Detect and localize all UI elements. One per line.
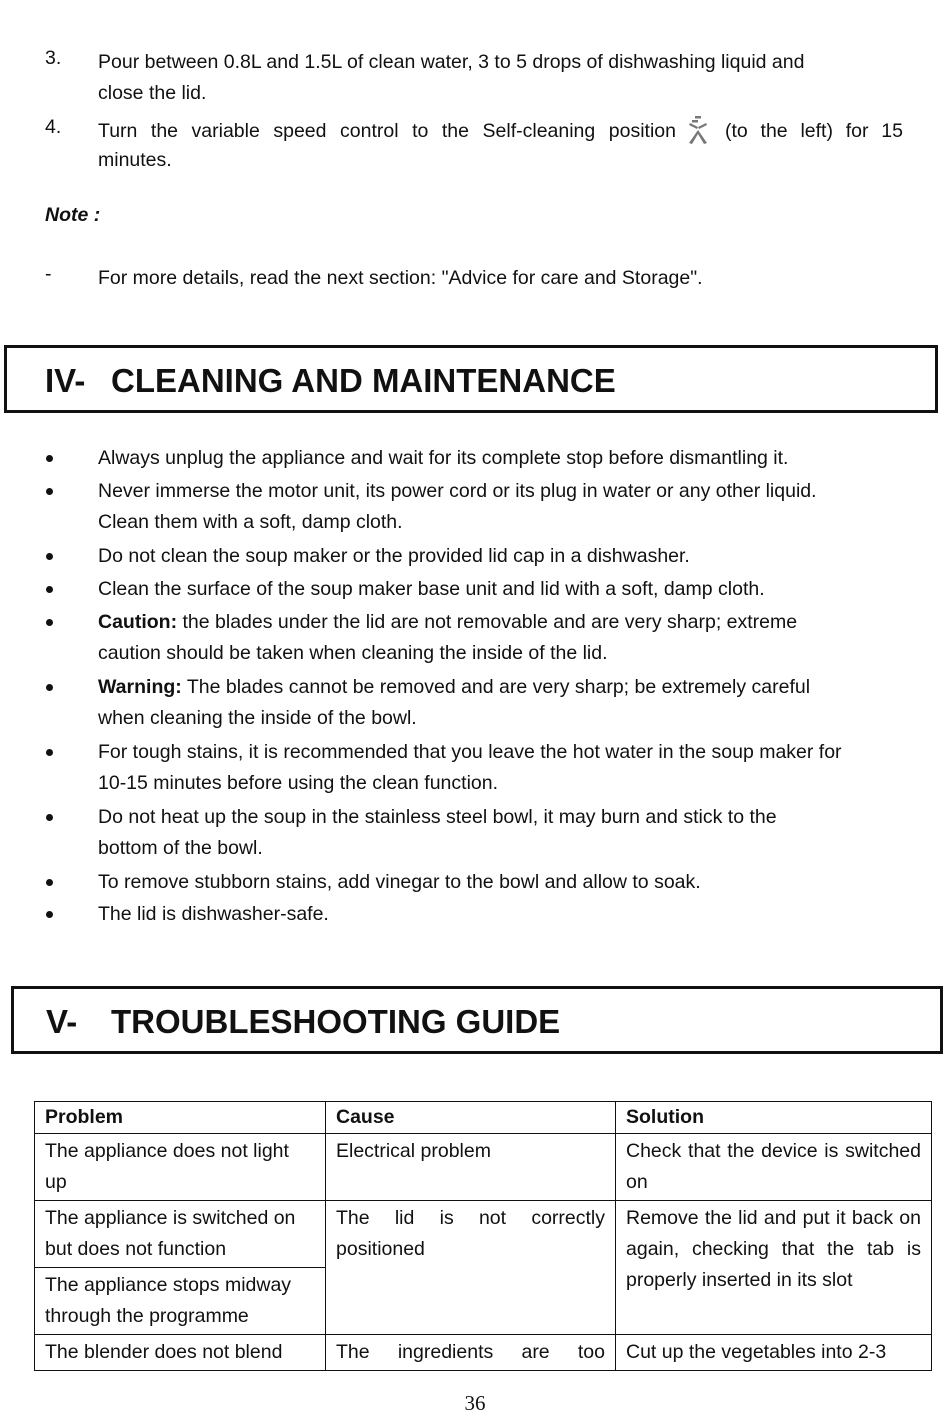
table-row — [35, 1134, 932, 1201]
table-header-row — [35, 1102, 932, 1134]
bullet-7-line-1: For tough stains, it is recommended that you leave the hot water in the soup maker for — [98, 741, 842, 763]
section-5-roman: V- — [46, 1003, 78, 1040]
warning-label: Warning: — [98, 676, 182, 698]
bullet-dot — [46, 911, 53, 918]
caution-label: Caution: — [98, 611, 178, 633]
bullet-1-line-1: Always unplug the appliance and wait for its complete stop before dismantling it. — [98, 447, 789, 469]
cause-cell: The ingredients are too — [326, 1335, 616, 1371]
step-4-before-icon: Turn the variable speed control to the Self-cleaning position — [98, 120, 676, 142]
self-cleaning-icon — [685, 116, 711, 146]
bullet-dot — [46, 879, 53, 886]
bullet-dot — [46, 749, 53, 756]
cause-cell: Electrical problem — [326, 1134, 616, 1201]
cleaning-bullet-7 — [98, 737, 842, 799]
cleaning-bullet-10 — [98, 899, 329, 930]
solution-cell: Remove the lid and put it back on again, checking that the tab is properly inserted in its slot — [616, 1201, 932, 1335]
cleaning-bullet-1 — [98, 443, 788, 474]
problem-cell: The appliance stops midway through the programme — [35, 1268, 326, 1335]
solution-cell: Check that the device is switched on — [616, 1134, 932, 1201]
problem-cell: The appliance does not light up — [35, 1134, 326, 1201]
header-solution: Solution — [616, 1102, 932, 1134]
header-problem: Problem — [35, 1102, 326, 1134]
cleaning-bullet-2 — [98, 476, 817, 538]
cleaning-bullet-3 — [98, 541, 690, 572]
bullet-dot — [46, 619, 53, 626]
cleaning-bullet-4 — [98, 574, 765, 605]
bullet-dot — [46, 455, 53, 462]
bullet-4-line-1: Clean the surface of the soup maker base unit and lid with a soft, damp cloth. — [98, 578, 765, 600]
note-heading: Note : — [45, 204, 101, 226]
cleaning-bullet-5 — [98, 607, 797, 669]
bullet-2-line-1: Never immerse the motor unit, its power cord or its plug in water or any other liquid. — [98, 480, 817, 502]
bullet-7-line-2: 10-15 minutes before using the clean function. — [98, 772, 499, 794]
bullet-10-line-1: The lid is dishwasher-safe. — [98, 903, 329, 925]
problem-cell: The appliance is switched on but does not function — [35, 1201, 326, 1268]
solution-cell: Cut up the vegetables into 2-3 — [616, 1335, 932, 1371]
bullet-8-line-2: bottom of the bowl. — [98, 837, 263, 859]
problem-cell: The blender does not blend — [35, 1335, 326, 1371]
step-3-text — [98, 47, 903, 109]
bullet-dot — [46, 684, 53, 691]
cleaning-bullet-6 — [98, 672, 810, 734]
bullet-6-line-1: The blades cannot be removed and are very sharp; be extremely careful — [181, 676, 811, 698]
cleaning-bullet-9 — [98, 867, 701, 898]
step-4-line-2: minutes. — [98, 149, 172, 171]
step-4-after-icon: (to the left) for 15 — [725, 120, 903, 142]
section-4-banner — [4, 345, 938, 413]
bullet-5-line-2: caution should be taken when cleaning the inside of the lid. — [98, 642, 608, 664]
bullet-8-line-1: Do not heat up the soup in the stainless steel bowl, it may burn and stick to the — [98, 806, 777, 828]
bullet-dot — [46, 488, 53, 495]
bullet-dot — [46, 814, 53, 821]
bullet-2-line-2: Clean them with a soft, damp cloth. — [98, 511, 403, 533]
section-5-banner — [11, 986, 943, 1054]
table-row — [35, 1201, 932, 1268]
cause-cell: The lid is not correctly positioned — [326, 1201, 616, 1335]
step-4-text — [98, 116, 903, 174]
step-4-line-1 — [98, 116, 903, 146]
section-5-title: TROUBLESHOOTING GUIDE — [111, 1003, 561, 1040]
table-row — [35, 1335, 932, 1371]
step-3-line-2: close the lid. — [98, 82, 207, 104]
bullet-dot — [46, 553, 53, 560]
cleaning-bullet-8 — [98, 802, 777, 864]
step-3-number: 3. — [45, 47, 62, 69]
bullet-5-line-1: the blades under the lid are not removable and are very sharp; extreme — [177, 611, 798, 633]
section-4-title: CLEANING AND MAINTENANCE — [111, 362, 616, 399]
section-4-roman: IV- — [45, 362, 86, 399]
bullet-6-line-2: when cleaning the inside of the bowl. — [98, 707, 417, 729]
bullet-9-line-1: To remove stubborn stains, add vinegar to the bowl and allow to soak. — [98, 871, 701, 893]
note-text: For more details, read the next section: "Advice for care and Storage". — [98, 267, 703, 289]
bullet-dot — [46, 586, 53, 593]
step-3-line-1: Pour between 0.8L and 1.5L of clean water, 3 to 5 drops of dishwashing liquid and — [98, 51, 805, 73]
step-4-number: 4. — [45, 116, 62, 138]
troubleshooting-table — [34, 1101, 932, 1371]
bullet-3-line-1: Do not clean the soup maker or the provided lid cap in a dishwasher. — [98, 545, 690, 567]
header-cause: Cause — [326, 1102, 616, 1134]
page-number: 36 — [464, 1391, 486, 1415]
note-dash: - — [45, 263, 52, 285]
